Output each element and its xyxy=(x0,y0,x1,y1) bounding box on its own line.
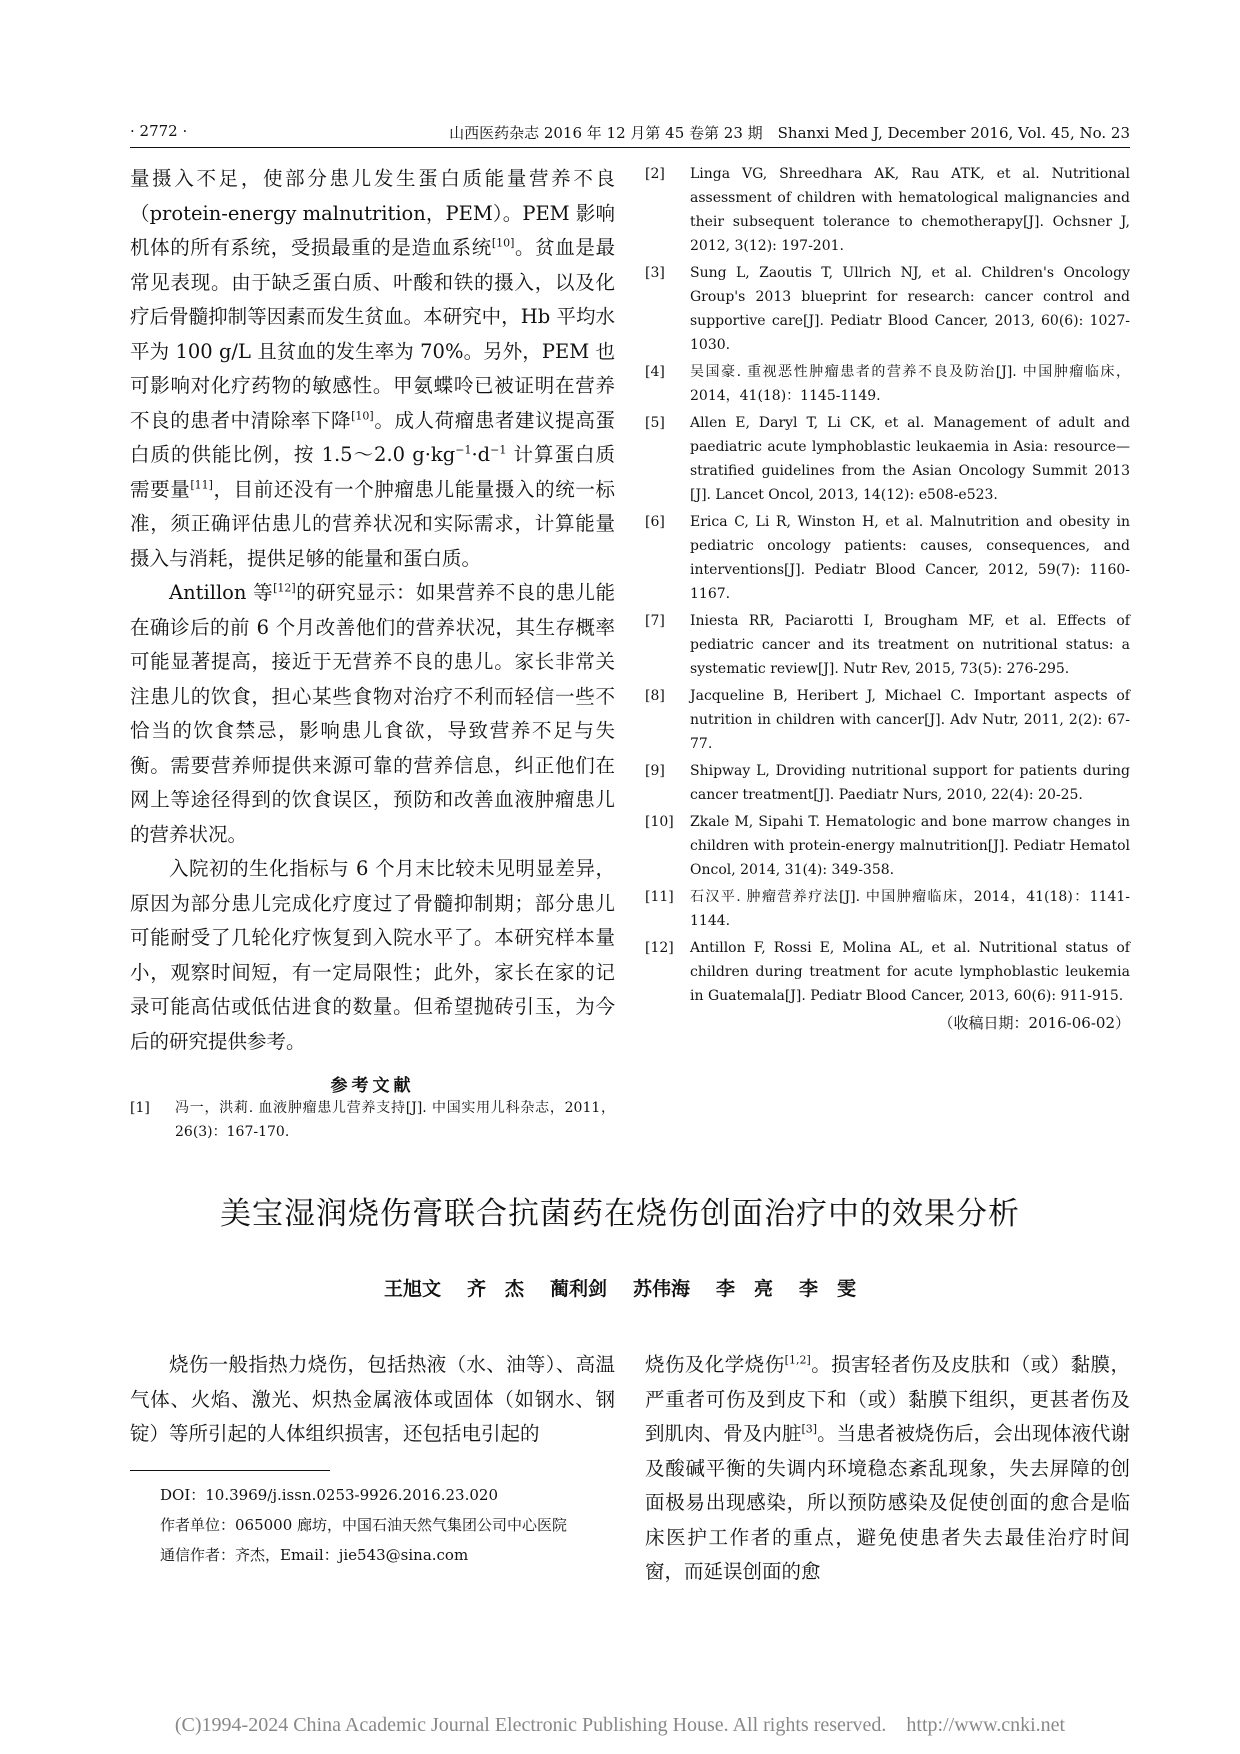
running-header xyxy=(130,122,1130,146)
author-name: 李 雯 xyxy=(799,1278,857,1300)
reference-number: [4] xyxy=(645,364,665,380)
reference-item xyxy=(645,936,1130,1008)
page-number: · 2772 · xyxy=(130,122,188,140)
reference-text: Allen E, Daryl T, Li CK, et al. Management of adult and paediatric acute lymphoblastic leukaemia in Asia: resource—stratified guidelines from the Asian Oncology Summit 2013 [J]. Lancet Oncol, 2013, 14(12): e508-e523. xyxy=(690,415,1130,503)
references-list-left xyxy=(130,1096,615,1144)
reference-text: Iniesta RR, Paciarotti I, Brougham MF, et al. Effects of pediatric cancer and its treatment on nutritional status: a systematic review[J]. Nutr Rev, 2015, 73(5): 276-295. xyxy=(690,613,1130,677)
citation-ref: [12] xyxy=(273,581,296,595)
copyright-watermark: (C)1994-2024 China Academic Journal Electronic Publishing House. All rights reserved. http://www.cnki.net xyxy=(174,1714,1066,1736)
text-run: 入院初的生化指标与 6 个月末比较未见明显差异，原因为部分患儿完成化疗度过了骨髓抑制期；部分患儿可能耐受了几轮化疗恢复到入院水平了。本研究样本量小，观察时间短，有一定局限性；此外，家长在家的记录可能高估或低估进食的数量。但希望抛砖引玉，为今后的研究提供参考。 xyxy=(130,857,615,1053)
reference-number: [11] xyxy=(645,889,674,905)
reference-text: Linga VG, Shreedhara AK, Rau ATK, et al. Nutritional assessment of children with hematological malignancies and their subsequent tolerance to chemotherapy[J]. Ochsner J, 2012, 3(12): 197-201. xyxy=(690,166,1130,254)
reference-number: [8] xyxy=(645,688,665,704)
reference-number: [12] xyxy=(645,940,674,956)
text-run: ，目前还没有一个肿瘤患儿能量摄入的统一标准，须正确评估患儿的营养状况和实际需求，计算能量摄入与消耗，提供足够的能量和蛋白质。 xyxy=(130,477,615,570)
prev-article-left-column xyxy=(130,162,615,1144)
citation-ref: [3] xyxy=(801,1422,818,1436)
reference-number: [10] xyxy=(645,814,674,830)
text-run: 。损害轻者伤及皮肤和（或）黏膜，严重者可伤及到皮下和（或）黏膜下组织，更甚者伤及到肌肉、骨及内脏 xyxy=(645,1353,1130,1445)
reference-text: Shipway L, Droviding nutritional support for patients during cancer treatment[J]. Paediatr Nurs, 2010, 22(4): 20-25. xyxy=(690,763,1130,803)
reference-item xyxy=(130,1096,615,1144)
text-run: 量摄入不足，使部分患儿发生蛋白质能量营养不良（protein-energy malnutrition，PEM）。PEM 影响机体的所有系统，受损最重的是造血系统 xyxy=(130,167,615,259)
text-run: 。成人荷瘤患者建议提高蛋白质的供能比例，按 1.5～2.0 g·kg xyxy=(130,408,615,466)
reference-text: 石汉平. 肿瘤营养疗法[J]. 中国肿瘤临床，2014，41(18)：1141-1144. xyxy=(690,889,1130,929)
text-run: 烧伤及化学烧伤 xyxy=(645,1353,785,1376)
reference-item xyxy=(645,510,1130,606)
journal-citation: 山西医药杂志 2016 年 12 月第 45 卷第 23 期 Shanxi Med J, December 2016, Vol. 45, No. 23 xyxy=(449,124,1130,142)
reference-text: Antillon F, Rossi E, Molina AL, et al. Nutritional status of children during treatment for acute lymphoblastic leukemia in Guatemala[J]. Pediatr Blood Cancer, 2013, 60(6): 911-915. xyxy=(690,940,1130,1004)
reference-number: [9] xyxy=(645,763,665,779)
new-article-left-column xyxy=(130,1348,615,1452)
body-paragraph-3 xyxy=(130,852,615,1059)
header-rule xyxy=(130,147,1130,148)
intro-paragraph-continued xyxy=(645,1348,1130,1590)
text-run: 。当患者被烧伤后，会出现体液代谢及酸碱平衡的失调内环境稳态紊乱现象，失去屏障的创面极易出现感染，所以预防感染及促使创面的愈合是临床医护工作者的重点，避免使患者失去最佳治疗时间窗，而延误创面的愈 xyxy=(645,1422,1130,1583)
author-name: 王旭文 xyxy=(383,1278,441,1300)
affiliation-line: 作者单位：065000 廊坊，中国石油天然气集团公司中心医院 xyxy=(160,1516,568,1534)
reference-number: [3] xyxy=(645,265,665,281)
reference-text: Sung L, Zaoutis T, Ullrich NJ, et al. Children's Oncology Group's 2013 blueprint for research: cancer control and supportive care[J]. Pediatr Blood Cancer, 2013, 60(6): 1027-1030. xyxy=(690,265,1130,353)
author-name: 齐 杰 xyxy=(466,1278,524,1300)
reference-number: [7] xyxy=(645,613,665,629)
text-run: 的研究显示：如果营养不良的患儿能在确诊后的前 6 个月改善他们的营养状况，其生存概率可能显著提高，接近于无营养不良的患儿。家长非常关注患儿的饮食，担心某些食物对治疗不利而轻信一些不恰当的饮食禁忌，影响患儿食欲，导致营养不足与失衡。需要营养师提供来源可靠的营养信息，纠正他们在网上等途径得到的饮食误区，预防和改善血液肿瘤患儿的营养状况。 xyxy=(130,581,615,846)
text-run: ·d xyxy=(471,443,491,466)
superscript: −1 xyxy=(455,443,472,457)
references-list-right xyxy=(645,162,1130,1033)
citation-ref: [10] xyxy=(351,409,374,422)
citation-ref: [11] xyxy=(190,478,213,491)
reference-item xyxy=(645,162,1130,258)
text-run: 计算蛋白质需要量 xyxy=(130,443,615,501)
citation-ref: [10] xyxy=(491,236,515,250)
reference-number: [2] xyxy=(645,166,665,182)
corresponding-author-line: 通信作者：齐杰，Email：jie543@sina.com xyxy=(160,1546,469,1564)
reference-item xyxy=(645,885,1130,933)
received-date: （收稿日期：2016-06-02） xyxy=(938,1014,1130,1032)
reference-item xyxy=(645,609,1130,681)
intro-paragraph-start: 烧伤一般指热力烧伤，包括热液（水、油等）、高温气体、火焰、激光、炽热金属液体或固体（如钢水、钢锭）等所引起的人体组织损害，还包括电引起的 xyxy=(130,1353,615,1445)
reference-number: [5] xyxy=(645,415,665,431)
reference-item xyxy=(645,411,1130,507)
reference-number: [6] xyxy=(645,514,665,530)
reference-item xyxy=(645,759,1130,807)
reference-text: Jacqueline B, Heribert J, Michael C. Important aspects of nutrition in children with cancer[J]. Adv Nutr, 2011, 2(2): 67-77. xyxy=(690,688,1130,752)
reference-item xyxy=(645,261,1130,357)
text-run: 。贫血是最常见表现。由于缺乏蛋白质、叶酸和铁的摄入，以及化疗后骨髓抑制等因素而发生贫血。本研究中，Hb 平均水平为 100 g/L 且贫血的发生率为 70%。另外，PEM 也可影响对化疗药物的敏感性。甲氨蝶呤已被证明在营养不良的患者中清除率下降 xyxy=(130,236,615,432)
footnotes xyxy=(130,1480,615,1570)
reference-text: 冯一，洪莉. 血液肿瘤患儿营养支持[J]. 中国实用儿科杂志，2011，26(3)：167-170. xyxy=(175,1100,615,1140)
new-article-right-column xyxy=(645,1348,1130,1590)
article-title: 美宝湿润烧伤膏联合抗菌药在烧伤创面治疗中的效果分析 xyxy=(220,1196,1020,1232)
footnote-rule xyxy=(130,1470,330,1471)
author-name: 蔺利剑 xyxy=(549,1278,607,1300)
reference-text: Erica C, Li R, Winston H, et al. Malnutrition and obesity in pediatric oncology patients: causes, consequences, and interventions[J]. Pediatr Blood Cancer, 2012, 59(7): 1160-1167. xyxy=(690,514,1130,602)
references-heading: 参考文献 xyxy=(330,1076,415,1096)
reference-item xyxy=(645,810,1130,882)
reference-text: Zkale M, Sipahi T. Hematologic and bone marrow changes in children with protein-energy malnutrition[J]. Pediatr Hematol Oncol, 2014, 31(4): 349-358. xyxy=(690,814,1130,878)
author-list xyxy=(0,1274,1240,1301)
reference-item xyxy=(645,360,1130,408)
doi-line: DOI：10.3969/j.issn.0253-9926.2016.23.020 xyxy=(160,1486,498,1504)
author-name: 李 亮 xyxy=(716,1278,774,1300)
reference-number: [1] xyxy=(130,1100,150,1116)
author-name: 苏伟海 xyxy=(633,1278,691,1300)
superscript: −1 xyxy=(490,443,507,457)
body-paragraph-1 xyxy=(130,162,615,576)
citation-ref: [1,2] xyxy=(784,1353,811,1367)
text-run: Antillon 等 xyxy=(169,581,274,604)
reference-text: 吴国豪. 重视恶性肿瘤患者的营养不良及防治[J]. 中国肿瘤临床，2014，41(18)：1145-1149. xyxy=(690,364,1130,404)
body-paragraph-2 xyxy=(130,576,615,852)
reference-item xyxy=(645,684,1130,756)
